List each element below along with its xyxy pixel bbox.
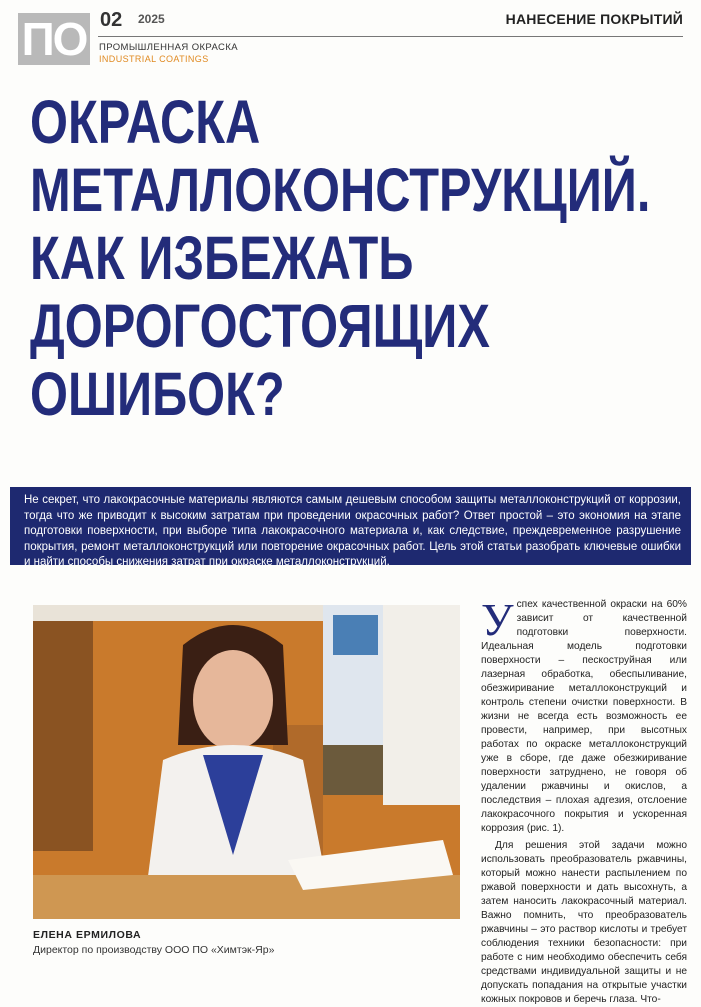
caption-name: ЕЛЕНА ЕРМИЛОВА [33, 929, 142, 941]
body-paragraph [481, 594, 687, 836]
header-rule [98, 36, 683, 37]
section-label: НАНЕСЕНИЕ ПОКРЫТИЙ [505, 11, 683, 27]
rubric-ru: ПРОМЫШЛЕННАЯ ОКРАСКА [99, 42, 238, 53]
author-photo [33, 605, 460, 919]
paragraph-text: спех качественной окраски на 60% зависит от качественной подготовки поверхности. Идеальная модель подготовки поверхности – пескоструйная или лазерная обработка, обеспыливание, обезжиривание металлоконструкций и контроль степени очистки поверхности. В жизни не всегда есть возможность ее провести, например, при высотных работах по окраске металлоконструкций уже в сборе, где даже обезжиривание поверхности затруднено, не говоря об удалении ржавчины и окислов, а последствия – плохая адгезия, отслоение лакокрасочного покрытия и ускоренная коррозия (рис. 1). [481, 599, 687, 834]
title-line: МЕТАЛЛОКОНСТРУКЦИЙ. [30, 156, 651, 224]
title-line: ОШИБОК? [30, 360, 285, 428]
lead-paragraph: Не секрет, что лакокрасочные материалы являются самым дешевым способом защиты металлоконструкций от коррозии, тогда что же приводит к высоким затратам при проведении окрасочных работ? Ответ простой – это экономия на этапе подготовки поверхности, при выборе типа лакокрасочного материала и, как следствие, преждевременное разрушение покрытия, ремонт металлоконструкций или повторение окрасочных работ. Цель этой статьи разобрать ключевые ошибки и найти способы снижения затрат при окраске металлоконструкций. [10, 487, 691, 565]
rubric-en: INDUSTRIAL COATINGS [99, 54, 209, 64]
issue-year: 2025 [138, 12, 165, 26]
title-line: КАК ИЗБЕЖАТЬ [30, 224, 414, 292]
caption-role: Директор по производству ООО ПО «Химтэк-Яр» [33, 944, 275, 956]
article-body [481, 594, 687, 1007]
article-title [30, 88, 651, 428]
portrait-image [33, 605, 460, 919]
drop-cap: У [481, 594, 514, 645]
title-line: ОКРАСКА [30, 88, 261, 156]
body-paragraph: Для решения этой задачи можно использовать преобразователь ржавчины, который можно нанести распылением по ржавой поверхности и дать высохнуть, а затем наносить лакокрасочный материал. Важно помнить, что преобразователь ржавчины – это раствор кислоты и требует соблюдения техники безопасности: при работе с ним необходимо обеспечить себя средствами индивидуальной защиты и не допускать попадания на открытые участки кожных покровов и беречь глаза. Что- [481, 840, 687, 1005]
magazine-logo: ПО [18, 13, 90, 65]
issue-number: 02 [100, 9, 123, 31]
title-line: ДОРОГОСТОЯЩИХ [30, 292, 490, 360]
